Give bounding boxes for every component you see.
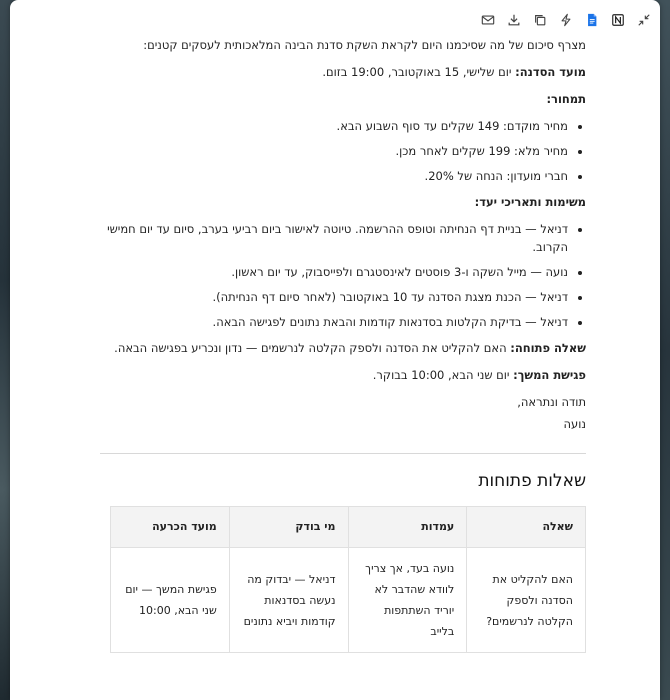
column-header: מי בודק [229, 507, 348, 548]
table-row [111, 548, 586, 653]
email-icon[interactable] [478, 10, 498, 30]
tasks-heading: משימות ותאריכי יעד: [474, 195, 586, 209]
signature: נועה [563, 417, 586, 431]
task-item: • נועה — מייל השקה ו-3 פוסטים לאינסטגרם ולפייסבוק, עד יום ראשון. [100, 263, 568, 281]
column-header: מועד הכרעה [111, 507, 230, 548]
section-title: שאלות פתוחות [478, 471, 586, 491]
column-header: עמדות [348, 507, 467, 548]
pricing-item: • מחיר מוקדם: 149 שקלים עד סוף השבוע הבא. [100, 117, 568, 135]
bolt-icon[interactable] [556, 10, 576, 30]
meeting-date-value: יום שלישי, 15 באוקטובר, 19:00 בזום. [322, 65, 516, 79]
email-body [100, 36, 586, 653]
open-question-value: האם להקליט את הסדנה ולספק הקלטה לנרשמים — נדון ונכריע בפגישה הבאה. [114, 341, 511, 355]
table-cell: פגישת המשך — יום שני הבא, 10:00 [111, 548, 230, 653]
open-questions-table [110, 506, 586, 653]
copy-icon[interactable] [530, 10, 550, 30]
intro-text: מצרף סיכום של מה שסיכמנו היום לקראת השקת סדנת הבינה המלאכותית לעסקים קטנים: [143, 38, 586, 52]
download-icon[interactable] [504, 10, 524, 30]
table-cell: נועה בעד, אך צריך לוודא שהדבר לא יוריד השתתפות בלייב [348, 548, 467, 653]
next-meeting [100, 366, 586, 384]
signoff: תודה ונתראה, [517, 395, 586, 409]
task-item: • דניאל — בדיקת הקלטות בסדנאות קודמות והבאת נתונים לפגישה הבאה. [100, 313, 568, 331]
open-question-label: שאלה פתוחה: [510, 341, 586, 355]
pricing-item: • מחיר מלא: 199 שקלים לאחר מכן. [100, 142, 568, 160]
table-cell: האם להקליט את הסדנה ולספק הקלטה לנרשמים? [467, 548, 586, 653]
task-item: • דניאל — הכנת מצגת הסדנה עד 10 באוקטובר (לאחר סיום דף הנחיתה). [100, 288, 568, 306]
table-cell: דניאל — יבדוק מה נעשה בסדנאות קודמות ויביא נתונים [229, 548, 348, 653]
next-meeting-label: פגישת המשך: [513, 368, 586, 382]
document-window [10, 0, 660, 700]
task-item: • דניאל — בניית דף הנחיתה וטופס ההרשמה. טיוטה לאישור ביום רביעי בערב, סיום עד יום חמישי הקרוב. [100, 220, 568, 256]
notion-icon[interactable] [608, 10, 628, 30]
google-docs-icon[interactable] [582, 10, 602, 30]
meeting-date [100, 63, 586, 81]
meeting-date-label: מועד הסדנה: [515, 65, 586, 79]
pricing-heading: תמחור: [546, 92, 586, 106]
pricing-list [100, 117, 586, 185]
next-meeting-value: יום שני הבא, 10:00 בבוקר. [372, 368, 514, 382]
tasks-list [100, 220, 586, 331]
open-question [100, 339, 586, 357]
collapse-icon[interactable] [634, 10, 654, 30]
column-header: שאלה [467, 507, 586, 548]
table-header-row [111, 507, 586, 548]
divider [100, 453, 586, 454]
pricing-item: • חברי מועדון: הנחה של 20%. [100, 167, 568, 185]
toolbar [478, 8, 654, 32]
